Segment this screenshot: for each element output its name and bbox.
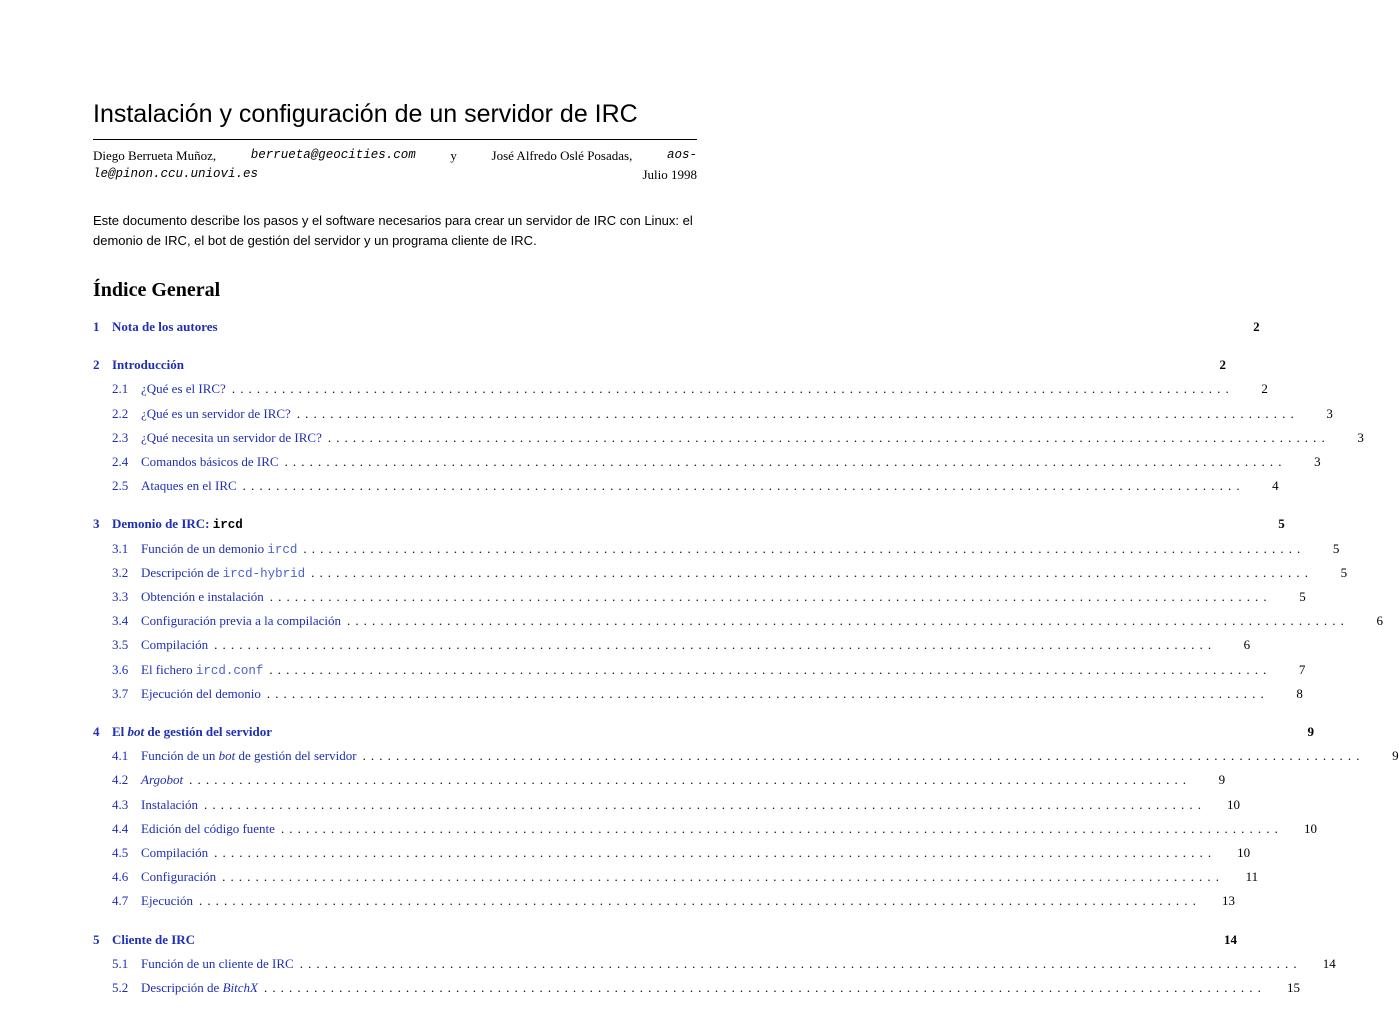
toc-entry-number[interactable]: 4.2 xyxy=(112,772,129,788)
toc-subsection-entry[interactable] xyxy=(93,867,1259,887)
toc-entry-title-code: ircd xyxy=(267,542,298,557)
toc-entry-title-prefix: El xyxy=(112,724,128,739)
toc-entry-number[interactable]: 5.2 xyxy=(112,980,129,995)
toc-entry-title[interactable] xyxy=(112,514,243,535)
toc-entry-title-emphasis: BitchX xyxy=(222,980,258,995)
toc-entry-number[interactable]: 2.4 xyxy=(112,454,129,469)
toc-entry-title[interactable] xyxy=(141,795,198,815)
toc-entry-title-suffix: de gestión del servidor xyxy=(235,748,357,764)
toc-entry-number[interactable]: 2 xyxy=(93,357,100,373)
toc-entry-title-text: Cliente de IRC xyxy=(112,931,196,947)
toc-entry-title[interactable] xyxy=(141,684,261,704)
toc-entry-title-text: Nota de los autores xyxy=(112,319,218,334)
toc-entry-number[interactable]: 2.1 xyxy=(112,381,129,397)
toc-entry-title[interactable] xyxy=(141,770,183,790)
toc-entry-number[interactable]: 4.5 xyxy=(112,845,129,860)
toc-entry-title[interactable] xyxy=(141,611,341,631)
toc-subsection-entry[interactable] xyxy=(93,587,1306,607)
toc-subsection-entry[interactable] xyxy=(93,404,1333,424)
toc-page-number: 9 xyxy=(1307,724,1314,739)
toc-entry-number[interactable]: 2.2 xyxy=(112,405,129,421)
toc-entry-title[interactable] xyxy=(141,428,322,448)
toc-subsection-entry[interactable] xyxy=(93,891,1235,911)
toc-page-number: 5 xyxy=(1332,540,1340,556)
toc-entry-number[interactable]: 3.6 xyxy=(112,661,129,677)
toc-entry-title-prefix: Descripción de xyxy=(141,980,223,995)
toc-entry-number[interactable]: 4.6 xyxy=(112,869,129,885)
toc-entry-title-text: Ejecución xyxy=(141,893,193,909)
toc-page-number: 3 xyxy=(1314,454,1321,469)
toc-entry-title-emphasis: bot xyxy=(127,724,145,739)
toc-dot-leader: ........................................................................................................................ xyxy=(311,564,1314,580)
toc-entry-number[interactable]: 2.3 xyxy=(112,429,129,445)
toc-page-number: 11 xyxy=(1245,869,1259,885)
toc-subsection-entry[interactable] xyxy=(93,684,1303,704)
toc-subsection-entry[interactable] xyxy=(93,819,1317,839)
toc-page-number: 10 xyxy=(1227,796,1241,812)
toc-dot-leader: ........................................................................................................................ xyxy=(284,454,1287,469)
toc-entry-title[interactable] xyxy=(141,843,208,863)
toc-dot-leader: ........................................................................................................................ xyxy=(327,429,1330,445)
toc-subsection-entry[interactable] xyxy=(93,843,1251,863)
toc-entry-number[interactable]: 3 xyxy=(93,516,100,532)
toc-entry-title-text: Obtención e instalación xyxy=(141,589,264,604)
toc-entry-title-prefix: Función de un xyxy=(141,748,219,764)
toc-entry-title-prefix: Descripción de xyxy=(141,564,223,580)
toc-entry-number[interactable]: 3.7 xyxy=(112,685,129,701)
toc-section-entry[interactable] xyxy=(93,722,1314,742)
toc-dot-leader: ........................................................................................................................ xyxy=(362,748,1365,764)
toc-entry-title-text: ¿Qué necesita un servidor de IRC? xyxy=(141,429,322,445)
toc-dot-leader: ........................................................................................................................ xyxy=(214,637,1217,653)
toc-entry-title[interactable] xyxy=(112,317,218,337)
toc-page-number: 4 xyxy=(1272,478,1279,494)
toc-page-number: 3 xyxy=(1326,405,1333,421)
toc-dot-leader: ........................................................................................................................ xyxy=(269,661,1272,677)
toc-subsection-entry[interactable] xyxy=(93,563,1348,583)
toc-entry-number[interactable]: 1 xyxy=(93,319,100,334)
toc-entry-title-emphasis: bot xyxy=(218,748,236,764)
document-date: Julio 1998 xyxy=(642,167,697,182)
toc-entry-title[interactable] xyxy=(141,539,297,560)
toc-page-number: 7 xyxy=(1298,661,1306,677)
toc-entry-title[interactable] xyxy=(141,404,291,424)
toc-entry-number[interactable]: 3.3 xyxy=(112,589,129,604)
toc-dot-leader: ........................................................................................................................ xyxy=(303,540,1306,556)
toc-entry-title-text: Edición del código fuente xyxy=(141,820,275,836)
toc-page-number: 3 xyxy=(1357,429,1364,445)
toc-page-number: 2 xyxy=(1261,381,1268,397)
toc-entry-title[interactable] xyxy=(141,819,275,839)
toc-entry-title-text: Compilación xyxy=(141,845,209,860)
toc-page-number: 10 xyxy=(1303,820,1317,836)
toc-subsection-entry[interactable] xyxy=(93,746,1399,766)
toc-page-number: 9 xyxy=(1392,748,1399,764)
toc-entry-title[interactable] xyxy=(112,930,195,950)
toc-page-number: 9 xyxy=(1218,772,1226,788)
toc-dot-leader: ........................................................................................................................ xyxy=(189,772,1192,788)
toc-dot-leader: ........................................................................................................................ xyxy=(198,893,1201,909)
toc-dot-leader: ........................................................................................................................ xyxy=(263,980,1266,995)
author-byline xyxy=(93,146,697,184)
toc-page-number: 2 xyxy=(1253,319,1260,334)
toc-entry-title-text: Configuración previa a la compilación xyxy=(141,613,341,629)
toc-subsection-entry[interactable] xyxy=(93,635,1251,655)
toc-entry-number[interactable]: 5.1 xyxy=(112,955,129,971)
toc-entry-title-text: Ejecución del demonio xyxy=(141,685,261,701)
toc-entry-number[interactable]: 3.5 xyxy=(112,637,129,653)
toc-subsection-entry[interactable] xyxy=(93,452,1321,472)
toc-page-number: 14 xyxy=(1322,955,1336,971)
toc-entry-title[interactable] xyxy=(141,476,237,496)
toc-entry-title[interactable] xyxy=(141,954,294,974)
toc-entry-title[interactable] xyxy=(141,563,305,584)
toc-entry-title-suffix: de gestión del servidor xyxy=(144,724,272,739)
toc-subsection-entry[interactable] xyxy=(93,978,1300,998)
toc-dot-leader: ........................................................................................................................ xyxy=(214,845,1217,860)
toc-entry-number[interactable]: 4.3 xyxy=(112,796,129,812)
toc-section-entry[interactable] xyxy=(93,317,1260,337)
toc-section-entry[interactable] xyxy=(93,514,1285,534)
toc-entry-title-text: ¿Qué es un servidor de IRC? xyxy=(141,405,291,421)
toc-entry-number[interactable]: 3.4 xyxy=(112,613,129,629)
toc-subsection-entry[interactable] xyxy=(93,379,1268,399)
toc-entry-number[interactable]: 4.1 xyxy=(112,748,129,764)
toc-entry-number[interactable]: 4.4 xyxy=(112,820,129,836)
toc-section-entry[interactable] xyxy=(93,355,1226,375)
toc-entry-number[interactable]: 4 xyxy=(93,724,100,739)
toc-entry-title-code: ircd.conf xyxy=(195,663,264,678)
toc-entry-title[interactable] xyxy=(141,635,208,655)
toc-entry-title-text: Configuración xyxy=(141,869,217,885)
toc-dot-leader: ........................................................................................................................ xyxy=(280,820,1283,836)
toc-entry-title[interactable] xyxy=(112,722,272,742)
toc-subsection-entry[interactable] xyxy=(93,660,1306,680)
toc-subsection-entry[interactable] xyxy=(93,611,1383,631)
toc-subsection-entry[interactable] xyxy=(93,954,1336,974)
toc-entry-title[interactable] xyxy=(141,379,226,399)
toc-heading: Índice General xyxy=(93,279,221,301)
toc-entry-title[interactable] xyxy=(141,746,357,766)
toc-page-number: 14 xyxy=(1224,931,1238,947)
toc-subsection-entry[interactable] xyxy=(93,770,1226,790)
toc-dot-leader: ........................................................................................................................ xyxy=(266,685,1269,701)
toc-page-number: 8 xyxy=(1296,685,1303,701)
toc-subsection-entry[interactable] xyxy=(93,428,1364,448)
toc-entry-title[interactable] xyxy=(141,867,216,887)
toc-entry-title-emphasis: Argobot xyxy=(141,772,184,788)
toc-dot-leader: ........................................................................................................................ xyxy=(222,869,1225,885)
toc-entry-number[interactable]: 3.1 xyxy=(112,540,129,556)
toc-entry-title-prefix: Demonio de IRC: xyxy=(112,516,213,532)
toc-entry-title-text: Instalación xyxy=(141,796,199,812)
toc-dot-leader: ........................................................................................................................ xyxy=(204,796,1207,812)
toc-page-number: 10 xyxy=(1237,845,1251,860)
toc-dot-leader: ........................................................................................................................ xyxy=(269,589,1272,604)
author1-email: berrueta@geocities.com xyxy=(250,148,416,162)
toc-page-number: 2 xyxy=(1219,357,1226,373)
author2-email-part2: le@pinon.ccu.uniovi.es xyxy=(93,167,259,181)
toc-page-number: 6 xyxy=(1243,637,1251,653)
author2-name: José Alfredo Oslé Posadas, xyxy=(491,148,633,163)
toc-subsection-entry[interactable] xyxy=(93,539,1340,559)
toc-entry-title[interactable] xyxy=(141,452,279,472)
toc-entry-title-prefix: El fichero xyxy=(141,661,196,677)
abstract: Este documento describe los pasos y el software necesarios para crear un servidor de IRC con Linux: el demonio de IRC, el bot de gestión del servidor y un programa cliente de IRC. xyxy=(93,213,693,248)
toc-dot-leader: ........................................................................................................................ xyxy=(299,955,1302,971)
toc-dot-leader: ........................................................................................................................ xyxy=(296,405,1299,421)
toc-section-entry[interactable] xyxy=(93,930,1238,950)
toc-entry-title[interactable] xyxy=(112,355,184,375)
author1-name: Diego Berrueta Muñoz, xyxy=(93,148,217,163)
toc-entry-title[interactable] xyxy=(141,660,263,681)
toc-subsection-entry[interactable] xyxy=(93,476,1279,496)
toc-entry-title-text: ¿Qué es el IRC? xyxy=(141,381,226,397)
toc-page-number: 5 xyxy=(1340,564,1348,580)
toc-entry-number[interactable]: 4.7 xyxy=(112,893,129,909)
toc-dot-leader: ........................................................................................................................ xyxy=(242,478,1245,494)
toc-entry-title-text: Comandos básicos de IRC xyxy=(141,454,279,469)
toc-entry-title-text: Introducción xyxy=(112,357,184,373)
toc-subsection-entry[interactable] xyxy=(93,795,1241,815)
toc-entry-title[interactable] xyxy=(141,978,258,998)
author-conjunction: y xyxy=(450,148,457,163)
toc-entry-number[interactable]: 3.2 xyxy=(112,564,129,580)
toc-entry-number[interactable]: 2.5 xyxy=(112,478,129,494)
toc-entry-title-text: Función de un cliente de IRC xyxy=(141,955,294,971)
title-rule xyxy=(93,139,697,140)
toc-page-number: 6 xyxy=(1376,613,1383,629)
toc-dot-leader: ........................................................................................................................ xyxy=(231,381,1234,397)
toc-entry-title-text: Ataques en el IRC xyxy=(141,478,237,494)
toc-entry-number[interactable]: 5 xyxy=(93,931,100,947)
document-title: Instalación y configuración de un servidor de IRC xyxy=(93,100,638,128)
toc-entry-title[interactable] xyxy=(141,587,264,607)
toc-entry-title-prefix: Función de un demonio xyxy=(141,540,268,556)
toc-page-number: 5 xyxy=(1278,516,1285,532)
toc-page-number: 13 xyxy=(1221,893,1235,909)
toc-entry-title[interactable] xyxy=(141,891,193,911)
toc-entry-title-text: Compilación xyxy=(141,637,209,653)
author2-email-part1: aos- xyxy=(666,148,697,162)
toc-page-number: 5 xyxy=(1299,589,1306,604)
toc-dot-leader: ........................................................................................................................ xyxy=(346,613,1349,629)
toc-entry-title-code: ircd-hybrid xyxy=(222,566,306,581)
toc-entry-title-code: ircd xyxy=(212,518,243,533)
toc-page-number: 15 xyxy=(1286,980,1300,995)
